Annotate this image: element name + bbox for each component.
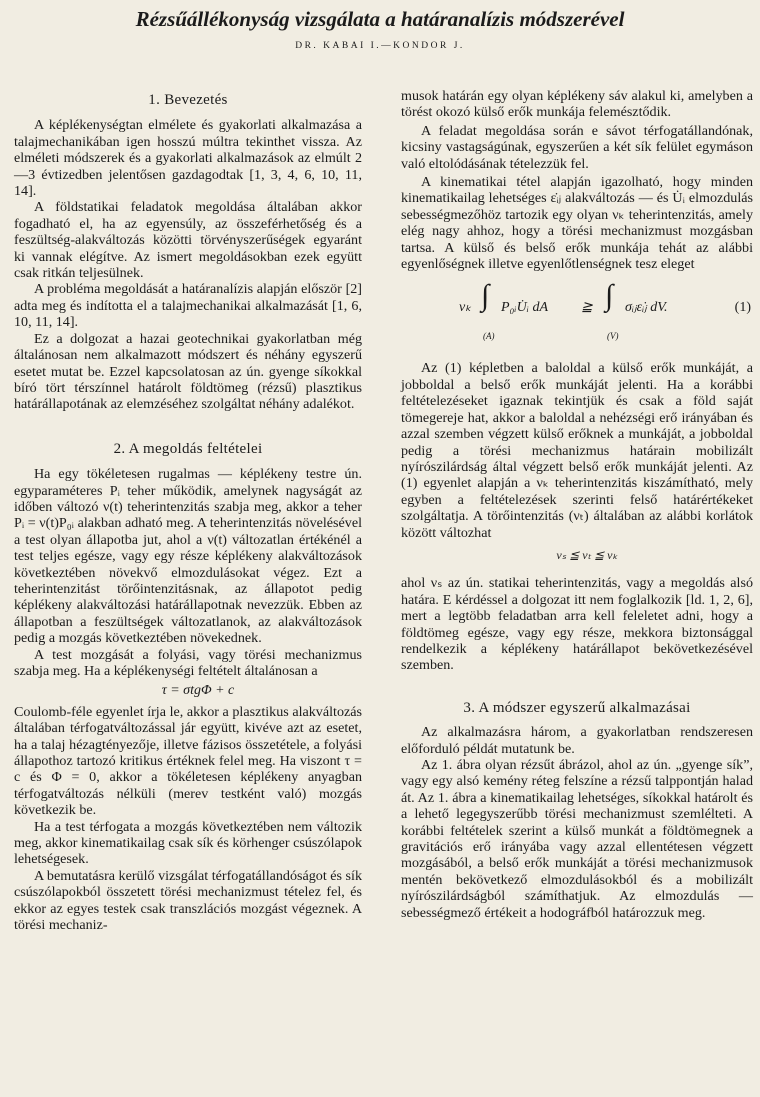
paragraph: A test mozgását a folyási, vagy törési mechanizmus szabja meg. Ha a képlékenységi feltételt általánosan a [14,646,362,679]
equation-domain-1: (A) [483,331,495,342]
paragraph: A kinematikai tétel alapján igazolható, hogy minden kinematikailag lehetséges ε̇ᵢⱼ alakváltozás — és U̇ᵢ elmozdulás sebességmezőhöz tartozik egy olyan νₖ teherintenzitás, amely elég nagy ahhoz, hogy a törési mechanizmust mozgásban tartsa. A külső és belső erők munkája tehát az alábbi egyenlőségnek illetve egyenlőtlenségnek tesz eleget [401,174,753,273]
equation-domain-2: (V) [607,331,619,342]
article-title: Rézsűállékonyság vizsgálata a határanalízis módszerével [135,7,625,31]
integral-sign: ∫ [605,279,614,313]
equation-relation: ≧ [581,300,593,316]
equation-lhs: νₖ [459,300,472,316]
paragraph: Ha a test térfogata a mozgás következtében nem változik meg, akkor kinematikailag csak sík és körhenger csúszólapok lehetségesek. [14,818,362,868]
paragraph: Ez a dolgozat a hazai geotechnikai gyakorlatban még általánosan nem alkalmazott módszert és néhány egyszerű esetet mutat be. Ezzel kapcsolatosan az ún. gyenge síkokkal bíró tört térszínnel határolt földtömeg (rézsű) plasztikus határállapotának az elemzéséhez szolgáltat néhány adalékot. [14,330,362,413]
equation-1 [401,279,753,346]
paragraph: Az (1) képletben a baloldal a külső erők munkáját, a jobboldal a belső erők munkáját jelenti. Ha a korábbi feltételezéseket igaznak tekintjük és csak a föld saját tömegereje hat, akkor a baloldal a nehézségi erő irányában és azzal szemben végzett külső erőknek a munkáját, a jobboldal pedig a törési mechanizmus határain mobilizált nyírószilárdság által végzett belső erők munkáját jelenti. Az (1) egyenlet alapján a νₖ teherintenzitás kiszámítható, mely egyben a feltételezések szerinti felső határértékeket szolgáltatja. A törőintenzitás (νₜ) általában az alábbi korlátok között változhat [401,360,753,541]
paragraph: A probléma megoldását a határanalízis alapján először [2] adta meg és indította el a talajmechanikai alkalmazását [1, 6, 10, 11, 14]. [14,281,362,331]
equation-integrand-1: P₀ᵢU̇ᵢ dA [501,300,549,316]
paragraph: A bemutatásra kerülő vizsgálat térfogatállandóságot és sík csúszólapokból összetett törési mechanizmust tételez fel, és ekkor az egyes testek csak transzlációs mozgást végeznek. A törési mechaniz- [14,867,362,934]
section-heading-introduction: 1. Bevezetés [148,92,228,108]
paragraph: Coulomb-féle egyenlet írja le, akkor a plasztikus alakváltozás általában térfogatváltozással jár együtt, kivéve azt az esetet, ha a talaj hézagtényezője, illetve fázisos összetétele, a folyási állapothoz tartozó kritikus értéknek felel meg. Ha viszont τ = c és Φ = 0, akkor a tökéletesen képlékeny anyagban térfogatváltozás nélküli (merev testként való) mozgás következik be. [14,703,362,819]
paragraph: Ha egy tökéletesen rugalmas — képlékeny testre ún. egyparaméteres Pᵢ teher működik, amelynek nagyságát az időben változó ν(t) teherintenzitás szabja meg, akkor a teher Pᵢ = ν(t)P₀ᵢ alakban adható meg. A teherintenzitás növelésével a test olyan állapotba jut, ahol a ν(t) változatlan értékénél a test teljes egésze, vagy egy része képlékeny alakváltozások következtében növekvő elmozdulásokat végez. Ezt a teherintenzitást törőintenzitásnak, az állapotot pedig képlékeny alakváltozási határállapotnak nevezzük. Ebben az állapotban a feszültségek változatlanok, az alakváltozások pedig a mozgás következtében növekednek. [14,466,362,647]
paragraph: musok határán egy olyan képlékeny sáv alakul ki, amelyben a törést okozó külső erők munkája felemésztődik. [401,88,753,121]
paragraph: Az alkalmazásra három, a gyakorlatban rendszeresen előforduló példát mutatunk be. [401,724,753,757]
paragraph: A feladat megoldása során e sávot térfogatállandónak, kicsiny vastagságúnak, egyszerűen a két sík felület egymáson való eltolódásának tételezzük fel. [401,122,753,172]
formula-bounds: νₛ ≦ νₜ ≦ νₖ [556,547,618,562]
paragraph: A földstatikai feladatok megoldása általában akkor fogadható el, ha az egyensúly, az összeférhetőség és a feszültség-alakváltozás közötti törvényszerűségek egyaránt ki vannak elégítve. Az ismert megoldásokban ezek együtt csak ritkán teljesülnek. [14,199,362,282]
article-authors: DR. KABAI I.—KONDOR J. [295,41,465,51]
equation-number: (1) [734,300,751,316]
integral-sign: ∫ [481,279,490,313]
equation-integrand-2: σᵢⱼε̇ᵢⱼ dV. [625,300,668,316]
right-column [401,88,753,921]
paragraph: Az 1. ábra olyan rézsűt ábrázol, ahol az ún. „gyenge sík”, vagy egy alsó kemény réteg felszíne a rézsű talppontján halad át. Az 1. ábra a kinematikailag lehetséges, síkokkal határolt és a lehető legegyszerűbb törési mechanizmust szemlélteti. A korábbi feltételek szerint a külső munkát a földtömegnek a gravitációs erő irányába vagy azzal ellentétesen végzett mozgásából, a belső erők munkáját a törési mechanizmusok mentén bekövetkező elmozdulásokból és a mobilizált nyírószilárdságból számíthatjuk. Az elmozdulás — sebességmező értékeit a hodográfból határozzuk meg. [401,757,753,921]
left-column [14,92,362,934]
section-heading-conditions: 2. A megoldás feltételei [113,440,263,457]
section-heading-applications: 3. A módszer egyszerű alkalmazásai [463,699,691,716]
paragraph: ahol νₛ az ún. statikai teherintenzitás, vagy a megoldás alsó határa. E kérdéssel a dolgozat itt nem foglalkozik [ld. 1, 2, 6], mert a legtöbb feladatban arra kell feleletet adni, hogy a földtömeg egésze, vagy egy része, mekkora biztonsággal rendelkezik a képlékeny határállapot bekövetkezésével szemben. [401,575,753,674]
formula-coulomb: τ = σtgΦ + c [161,683,235,699]
paragraph: A képlékenységtan elmélete és gyakorlati alkalmazása a talajmechanikában igen hosszú múltra tekinthet vissza. Az elméleti módszerek és a gyakorlati alkalmazások az elmúlt 2—3 évtizedben jelentősen gazdagodtak [1, 3, 4, 6, 10, 11, 14]. [14,117,362,200]
